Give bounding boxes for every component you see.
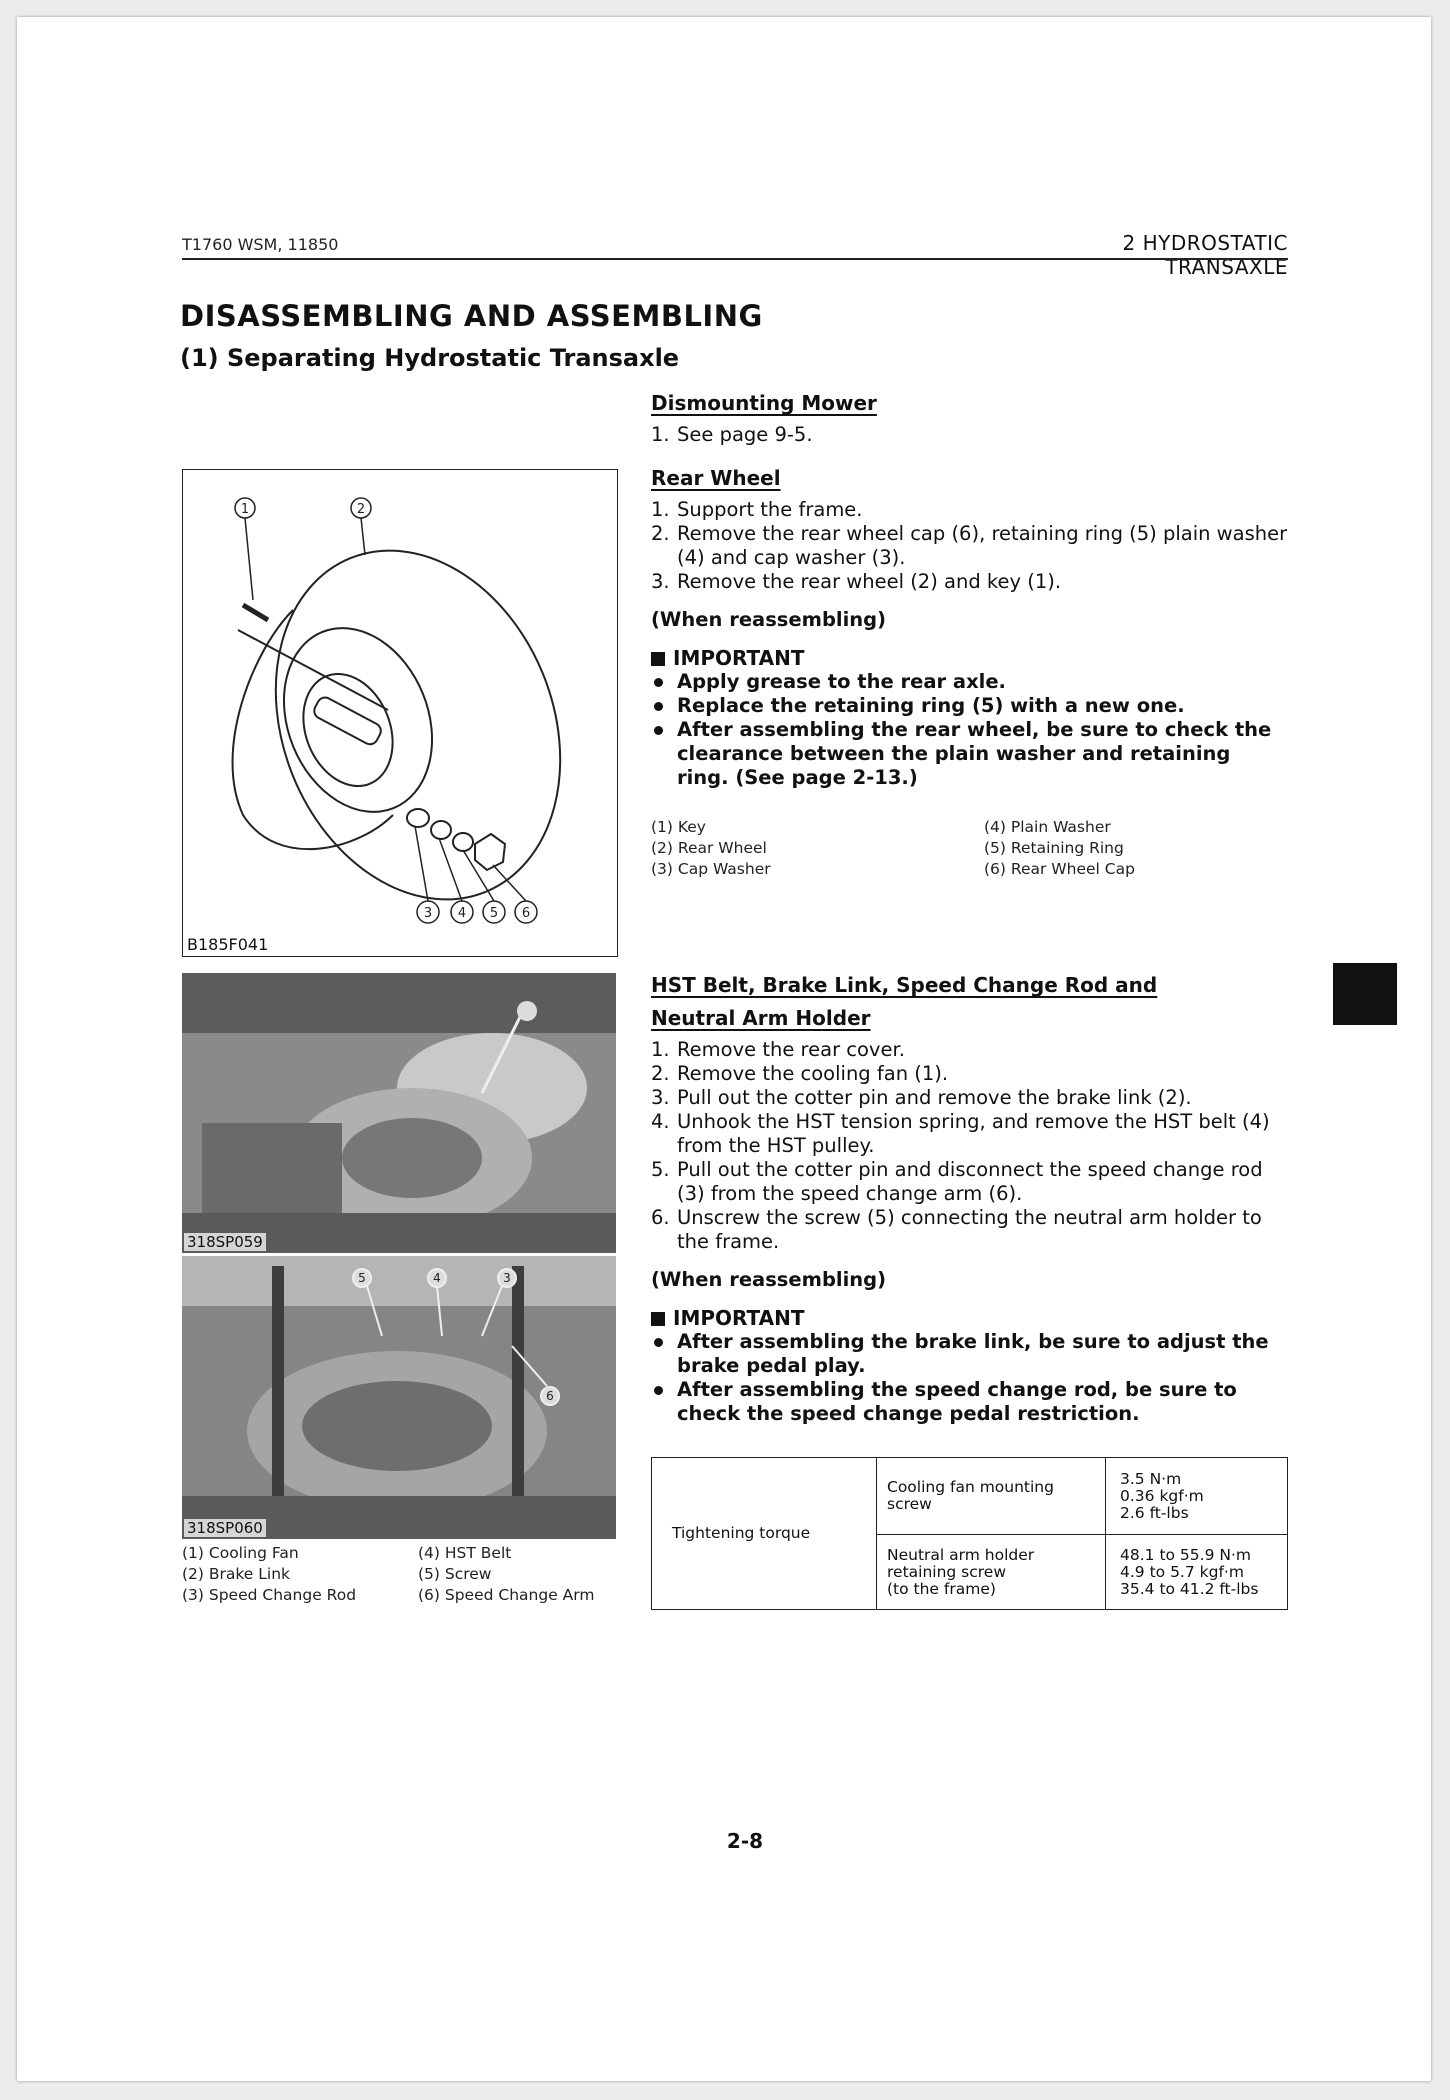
callout-4: 4	[457, 906, 467, 921]
rear-wheel-heading: Rear Wheel	[651, 466, 781, 490]
square-bullet-icon	[651, 1312, 665, 1326]
torque-item: Cooling fan mounting screw	[877, 1458, 1106, 1535]
dismount-section	[651, 391, 1288, 447]
photo-image	[182, 973, 616, 1253]
photo-code: 318SP060	[184, 1519, 266, 1537]
rear-wheel-section	[651, 466, 1288, 790]
callout-3: 3	[503, 1271, 511, 1285]
rear-wheel-steps	[651, 498, 1288, 594]
legend-item: (5) Screw	[418, 1565, 492, 1583]
rear-wheel-legend	[651, 817, 1288, 883]
chapter-tab-marker	[1333, 963, 1397, 1025]
torque-value: 3.5 N·m 0.36 kgf·m 2.6 ft-lbs	[1106, 1458, 1288, 1535]
legend-item: (5) Retaining Ring	[984, 839, 1124, 857]
important-item: Apply grease to the rear axle.	[651, 670, 1288, 694]
legend-item: (6) Speed Change Arm	[418, 1586, 595, 1604]
legend-item: (1) Cooling Fan	[182, 1544, 299, 1562]
important-list	[651, 1330, 1288, 1426]
important-label: IMPORTANT	[651, 646, 1288, 670]
manual-page	[17, 17, 1431, 2081]
step: 6. Unscrew the screw (5) connecting the neutral arm holder to the frame.	[651, 1206, 1262, 1253]
important-item: After assembling the brake link, be sure to adjust the brake pedal play.	[651, 1330, 1288, 1378]
square-bullet-icon	[651, 652, 665, 666]
step: 1. Support the frame.	[651, 498, 863, 521]
hst-heading-line1: HST Belt, Brake Link, Speed Change Rod and	[651, 973, 1158, 997]
legend-item: (1) Key	[651, 818, 706, 836]
when-reassembling: (When reassembling)	[651, 1268, 887, 1291]
callout-5: 5	[358, 1271, 366, 1285]
torque-table	[651, 1457, 1288, 1610]
torque-item: Neutral arm holder retaining screw (to the frame)	[877, 1535, 1106, 1610]
legend-item: (4) HST Belt	[418, 1544, 512, 1562]
dismount-steps	[651, 423, 1288, 447]
important-item: After assembling the speed change rod, be sure to check the speed change pedal restriction.	[651, 1378, 1288, 1426]
step: 3. Remove the rear wheel (2) and key (1).	[651, 570, 1062, 593]
important-label: IMPORTANT	[651, 1306, 1288, 1330]
step: 5. Pull out the cotter pin and disconnect the speed change rod (3) from the speed change arm (6).	[651, 1158, 1263, 1205]
legend-item: (6) Rear Wheel Cap	[984, 860, 1135, 878]
callout-2: 2	[356, 502, 366, 517]
important-list	[651, 670, 1288, 790]
photo-image	[182, 1256, 616, 1539]
header-rule	[182, 258, 1288, 260]
callout-6: 6	[521, 906, 531, 921]
rear-wheel-drawing	[183, 470, 617, 956]
hst-heading-line2: Neutral Arm Holder	[651, 1006, 871, 1030]
figure-code: B185F041	[187, 935, 269, 954]
legend-item: (3) Cap Washer	[651, 860, 771, 878]
photo-legend	[182, 1543, 622, 1609]
important-item: Replace the retaining ring (5) with a new one.	[651, 694, 1288, 718]
photo-code: 318SP059	[184, 1233, 266, 1251]
legend-item: (2) Rear Wheel	[651, 839, 767, 857]
torque-value: 48.1 to 55.9 N·m 4.9 to 5.7 kgf·m 35.4 to 41.2 ft-lbs	[1106, 1535, 1288, 1610]
photo-transaxle-top	[182, 973, 616, 1253]
legend-item: (3) Speed Change Rod	[182, 1586, 357, 1604]
callout-6: 6	[546, 1389, 554, 1403]
rear-wheel-diagram	[182, 469, 618, 957]
hst-section	[651, 973, 1288, 1426]
step: 2. Remove the cooling fan (1).	[651, 1062, 949, 1085]
step: 2. Remove the rear wheel cap (6), retaining ring (5) plain washer (4) and cap washer (3).	[651, 522, 1288, 569]
section-subtitle: (1) Separating Hydrostatic Transaxle	[180, 344, 680, 372]
legend-item: (2) Brake Link	[182, 1565, 291, 1583]
step: 4. Unhook the HST tension spring, and remove the HST belt (4) from the HST pulley.	[651, 1110, 1270, 1157]
document-code: T1760 WSM, 11850	[182, 235, 339, 254]
important-item: After assembling the rear wheel, be sure to check the clearance between the plain washer and retaining ring. (See page 2-13.)	[651, 718, 1288, 790]
torque-label: Tightening torque	[652, 1458, 877, 1610]
step: 1. See page 9-5.	[651, 423, 813, 446]
photo-transaxle-side	[182, 1256, 616, 1539]
callout-4: 4	[433, 1271, 441, 1285]
chapter-title: 2 HYDROSTATIC TRANSAXLE	[1122, 231, 1288, 279]
legend-item: (4) Plain Washer	[984, 818, 1111, 836]
dismount-heading: Dismounting Mower	[651, 391, 877, 415]
step: 3. Pull out the cotter pin and remove the brake link (2).	[651, 1086, 1192, 1109]
when-reassembling: (When reassembling)	[651, 608, 887, 631]
hst-steps	[651, 1038, 1288, 1254]
callout-1: 1	[240, 502, 250, 517]
step: 1. Remove the rear cover.	[651, 1038, 905, 1061]
page-number: 2-8	[726, 1829, 764, 1853]
callout-3: 3	[423, 906, 433, 921]
callout-5: 5	[489, 906, 499, 921]
section-title: DISASSEMBLING AND ASSEMBLING	[180, 299, 763, 333]
